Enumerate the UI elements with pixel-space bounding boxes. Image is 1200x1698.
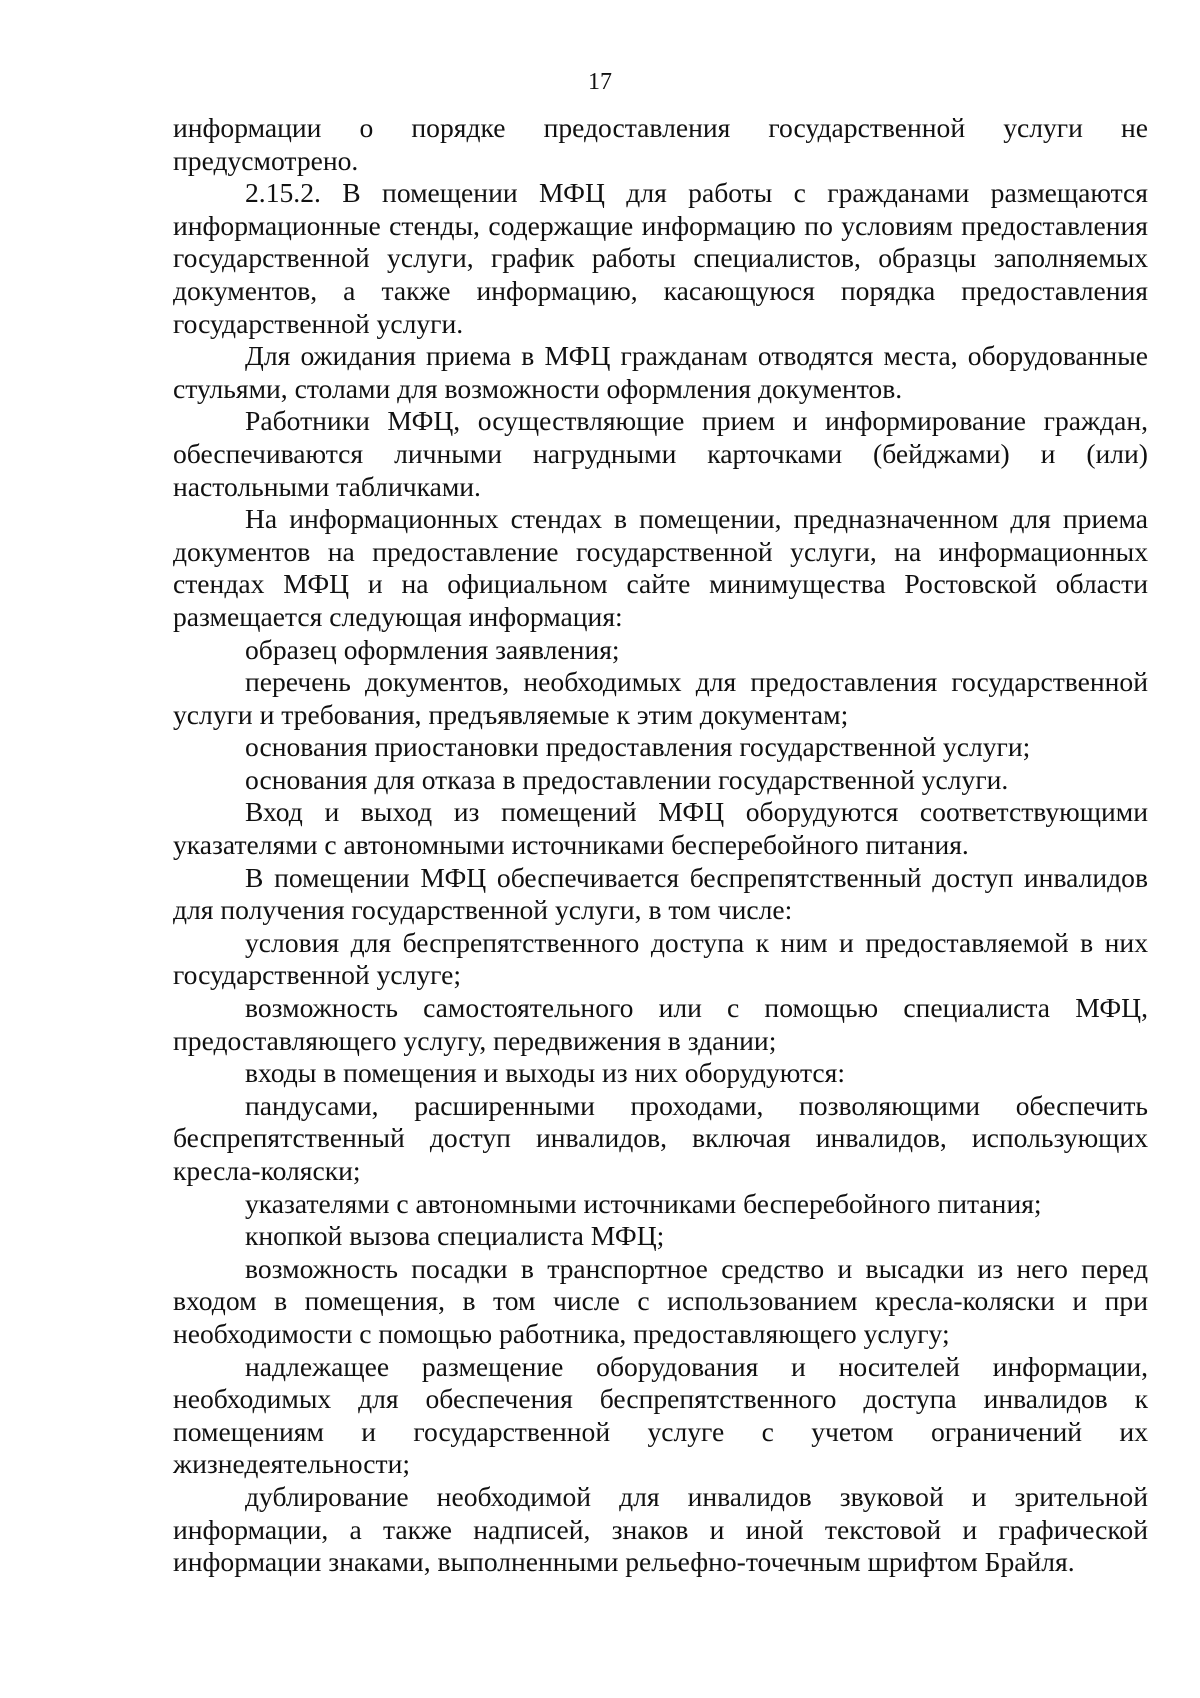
paragraph-info-stands: На информационных стендах в помещении, предназначенном для приема документов на предоставление государственной услуги, на информационных стендах МФЦ и на официальном сайте минимущества Ростовской области размещается следующая информация:: [173, 503, 1148, 632]
list-item-transport-boarding: возможность посадки в транспортное средство и высадки из него перед входом в помещения, в том числе с использованием кресла-коляски и при необходимости с помощью работника, предоставляющего услугу;: [173, 1252, 1148, 1349]
list-item-application-sample: образец оформления заявления;: [245, 633, 620, 665]
paragraph-continuation: информации о порядке предоставления государственной услуги не предусмотрено.: [173, 112, 1148, 176]
list-item-signs: указателями с автономными источниками бесперебойного питания;: [245, 1187, 1042, 1219]
paragraph-waiting-places: Для ожидания приема в МФЦ гражданам отводятся места, оборудованные стульями, столами для возможности оформления документов.: [173, 340, 1148, 404]
list-item-entrances-equipped: входы в помещения и выходы из них оборудуются:: [245, 1057, 846, 1089]
document-body: [173, 112, 1148, 1579]
page-number: 17: [588, 69, 612, 95]
list-item-equipment-placement: надлежащее размещение оборудования и носителей информации, необходимых для обеспечения беспрепятственного доступа инвалидов к помещениям и государственной услуге с учетом ограничений их жизнедеятельности;: [173, 1350, 1148, 1480]
list-item-movement-in-building: возможность самостоятельного или с помощью специалиста МФЦ, предоставляющего услугу, передвижения в здании;: [173, 992, 1148, 1056]
paragraph-entrance-exit: Вход и выход из помещений МФЦ оборудуются соответствующими указателями с автономными источниками бесперебойного питания.: [173, 796, 1148, 861]
list-item-suspension-grounds: основания приостановки предоставления государственной услуги;: [245, 731, 1031, 763]
list-item-braille-duplication: дублирование необходимой для инвалидов звуковой и зрительной информации, а также надписей, знаков и иной текстовой и графической информации знаками, выполненными рельефно-точечным шрифтом Брайля.: [173, 1480, 1148, 1578]
list-item-ramps: пандусами, расширенными проходами, позволяющими обеспечить беспрепятственный доступ инвалидов, включая инвалидов, использующих кресла-коляски;: [173, 1089, 1148, 1186]
paragraph-disabled-access: В помещении МФЦ обеспечивается беспрепятственный доступ инвалидов для получения государственной услуги, в том числе:: [173, 861, 1148, 926]
list-item-call-button: кнопкой вызова специалиста МФЦ;: [245, 1220, 665, 1252]
paragraph-2-15-2: 2.15.2. В помещении МФЦ для работы с гражданами размещаются информационные стенды, содержащие информацию по условиям предоставления государственной услуги, график работы специалистов, образцы заполняемых документов, а также информацию, касающуюся порядка предоставления государственной услуги.: [173, 177, 1148, 339]
list-item-access-conditions: условия для беспрепятственного доступа к ним и предоставляемой в них государственной услуге;: [173, 926, 1148, 991]
paragraph-mfc-staff-badges: Работники МФЦ, осуществляющие прием и информирование граждан, обеспечиваются личными нагрудными карточками (бейджами) и (или) настольными табличками.: [173, 405, 1148, 502]
list-item-document-list: перечень документов, необходимых для предоставления государственной услуги и требования, предъявляемые к этим документам;: [173, 666, 1148, 730]
list-item-refusal-grounds: основания для отказа в предоставлении государственной услуги.: [245, 763, 1009, 795]
